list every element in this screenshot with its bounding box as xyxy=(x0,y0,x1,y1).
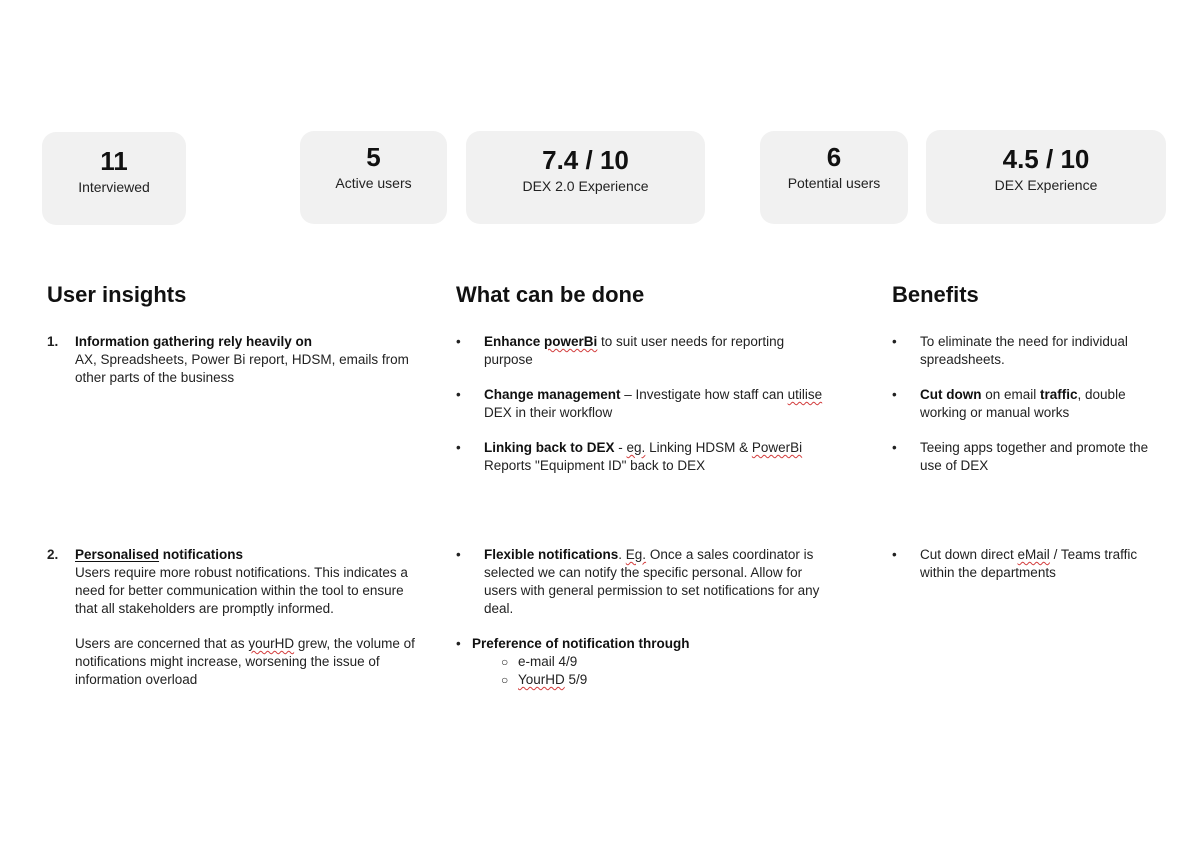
benefit-text: Teeing apps together and promote the use of DEX xyxy=(920,440,1149,473)
insight-number: 1. xyxy=(47,334,59,349)
bullet: • xyxy=(456,547,461,562)
action-bold: Linking back to DEX xyxy=(484,440,615,455)
insight-heading: Information gathering rely heavily on xyxy=(75,334,313,349)
benefit-text: on email xyxy=(981,387,1041,402)
stat-label: DEX Experience xyxy=(994,177,1098,193)
action-bold: Change management xyxy=(484,387,621,402)
sub-item-email xyxy=(501,653,836,671)
benefit-bold: traffic xyxy=(1040,387,1078,402)
sub-item-text: 5/9 xyxy=(564,672,588,687)
sub-bullet: ○ xyxy=(501,655,509,669)
action-item xyxy=(456,386,836,422)
stat-label: Active users xyxy=(335,175,412,191)
action-text: Reports "Equipment ID" back to DEX xyxy=(484,458,706,473)
bullet: • xyxy=(456,334,461,349)
action-bold: Preference of notification through xyxy=(472,636,690,651)
bullet: • xyxy=(892,387,897,402)
insight-item-1 xyxy=(47,333,427,387)
user-insights-column xyxy=(47,281,427,701)
bullet: • xyxy=(456,387,461,402)
action-text: – Investigate how staff can xyxy=(620,387,788,402)
stat-card-dex-experience xyxy=(926,130,1166,224)
stat-value: 11 xyxy=(100,146,128,176)
stat-label: Potential users xyxy=(787,175,881,191)
insight-number: 2. xyxy=(47,547,59,562)
bullet: • xyxy=(892,547,897,562)
benefit-item xyxy=(892,333,1152,369)
action-bold: Flexible notifications xyxy=(484,547,619,562)
insight-heading-part: notifications xyxy=(159,547,244,562)
benefit-text: Cut down direct xyxy=(920,547,1018,562)
what-can-be-done-column xyxy=(456,281,836,701)
action-text: . xyxy=(618,547,626,562)
insight-body: Users require more robust notifications. This indicates a need for better communication within the tool to ensure that all stakeholders are promptly informed. xyxy=(75,565,408,616)
action-text: PowerBi xyxy=(751,440,803,455)
bullet: • xyxy=(456,440,461,455)
action-text: eg. xyxy=(626,440,646,455)
stat-label: Interviewed xyxy=(78,179,150,195)
user-insights-title: User insights xyxy=(47,282,187,307)
action-text: Once a sales coordinator is selected we can notify the specific personal. Allow for users with general permission to set notifications for any deal. xyxy=(484,547,820,616)
action-text: Eg. xyxy=(625,547,647,562)
action-text: to suit user needs for reporting purpose xyxy=(484,334,785,367)
sub-item-text: YourHD xyxy=(518,672,565,687)
action-list-2 xyxy=(456,546,836,689)
action-item xyxy=(456,546,836,618)
benefit-bold: Cut down xyxy=(920,387,982,402)
insight-body: AX, Spreadsheets, Power Bi report, HDSM, emails from other parts of the business xyxy=(75,352,409,385)
benefit-text: To eliminate the need for individual spreadsheets. xyxy=(920,334,1128,367)
benefit-item xyxy=(892,386,1152,422)
benefit-item xyxy=(892,439,1152,475)
action-text: DEX in their workflow xyxy=(484,405,613,420)
action-item xyxy=(456,635,836,653)
action-bold: Enhance xyxy=(484,334,545,349)
action-item xyxy=(456,439,836,475)
action-text: utilise xyxy=(787,387,823,402)
insight-body-part: Users are concerned that as xyxy=(75,636,249,651)
sub-item-text: e-mail 4/9 xyxy=(518,654,578,669)
benefits-title: Benefits xyxy=(892,282,979,307)
stat-card-potential-users xyxy=(760,131,908,224)
stat-card-active-users xyxy=(300,131,447,224)
insight-body-part: yourHD xyxy=(248,636,295,651)
action-text: Linking HDSM & xyxy=(645,440,752,455)
bullet: • xyxy=(892,334,897,349)
benefit-list-2 xyxy=(892,546,1152,582)
action-list xyxy=(456,333,836,475)
sub-item-yourhd xyxy=(501,671,836,689)
stat-value: 4.5 / 10 xyxy=(1002,144,1090,174)
bullet: • xyxy=(892,440,897,455)
benefit-text: , double working or manual works xyxy=(920,387,1126,420)
benefit-text: eMail xyxy=(1017,547,1050,562)
insight-body-part: grew, the volume of notifications might increase, worsening the issue of information overload xyxy=(75,636,415,687)
stat-value: 5 xyxy=(366,142,381,172)
action-text: - xyxy=(614,440,627,455)
benefits-column xyxy=(892,281,1152,701)
stat-card-interviewed xyxy=(42,132,186,225)
action-item xyxy=(456,333,836,369)
stat-value: 6 xyxy=(826,142,842,172)
insight-heading-part: Personalised xyxy=(75,547,160,562)
stat-card-dex2-experience xyxy=(466,131,705,224)
bullet: • xyxy=(456,636,461,651)
benefit-text: / Teams traffic within the departments xyxy=(920,547,1138,580)
sub-bullet: ○ xyxy=(501,673,509,687)
stat-value: 7.4 / 10 xyxy=(542,145,629,175)
benefit-list xyxy=(892,333,1152,475)
insight-item-2 xyxy=(47,546,427,689)
what-can-be-done-title: What can be done xyxy=(456,282,645,307)
stat-label: DEX 2.0 Experience xyxy=(522,178,649,194)
benefit-item xyxy=(892,546,1152,582)
action-bold: powerBi xyxy=(544,334,598,349)
